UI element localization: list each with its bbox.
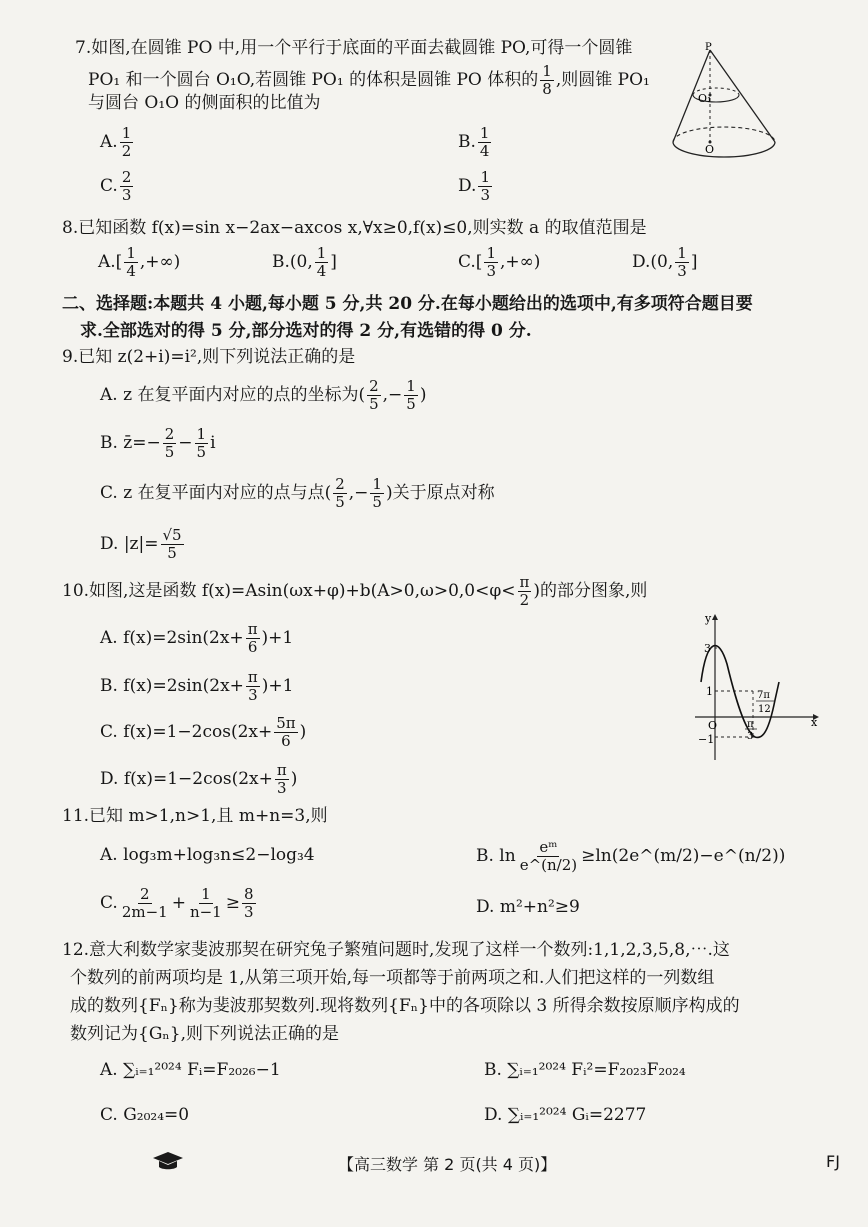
q10-a-pre: A. f(x)=2sin(2x+ <box>100 628 244 648</box>
q10-option-a[interactable] <box>100 622 293 655</box>
q11-c-den1: 2m−1 <box>121 903 168 921</box>
q7-line3: 与圆台 O₁O 的侧面积的比值为 <box>88 93 321 113</box>
q7-b-frac <box>478 126 492 159</box>
q10-a-post: )+1 <box>261 628 294 648</box>
q10-option-b[interactable] <box>100 670 293 703</box>
q10-a-frac <box>246 622 260 655</box>
q9-a-den2: 5 <box>406 395 416 413</box>
q7-c-num: 2 <box>121 168 132 186</box>
q9-a-post: ) <box>419 385 427 405</box>
q7-a-den: 2 <box>121 142 132 160</box>
q7-option-b[interactable] <box>458 126 493 159</box>
q12-line3: 成的数列{Fₙ}称为斐波那契数列.现将数列{Fₙ}中的各项除以 3 所得余数按原顺序构成的 <box>70 996 740 1016</box>
q8-b-frac <box>315 246 329 279</box>
q12-option-b[interactable]: B. ∑ᵢ₌₁²⁰²⁴ Fᵢ²=F₂₀₂₃F₂₀₂₄ <box>484 1060 686 1080</box>
q10-b-post: )+1 <box>261 676 294 696</box>
q8-d-num: 1 <box>677 244 687 262</box>
q9-option-c[interactable] <box>100 477 495 510</box>
q10-a-den: 6 <box>247 638 258 656</box>
q7-line1: 7.如图,在圆锥 PO 中,用一个平行于底面的平面去截圆锥 PO,可得一个圆锥 <box>75 38 633 58</box>
q10-d-frac <box>275 763 289 796</box>
q7-frac-num: 1 <box>542 62 552 80</box>
q9-b-pre: B. z̄=− <box>100 433 161 453</box>
q11-b-frac <box>518 840 579 873</box>
q7-a-frac <box>120 126 134 159</box>
q8-a-post: ,+∞) <box>139 252 181 272</box>
q9-b-mid: − <box>178 433 193 453</box>
q7-b-den: 4 <box>479 142 490 160</box>
q10-c-frac <box>274 716 297 749</box>
footer-page-info: 【高三数学 第 2 页(共 4 页)】 <box>338 1155 557 1174</box>
cone-figure <box>665 40 785 170</box>
q12-option-a[interactable]: A. ∑ᵢ₌₁²⁰²⁴ Fᵢ=F₂₀₂₆−1 <box>100 1060 281 1080</box>
q7-b-label: B. <box>458 132 476 152</box>
q10-stem-den: 2 <box>519 591 530 609</box>
q11-b-pre: B. ln <box>476 846 516 866</box>
q9-a-frac2 <box>404 379 418 412</box>
q11-b-num: eᵐ <box>539 838 558 856</box>
q9-c-den1: 5 <box>335 493 345 511</box>
q10-graph-origin: O <box>708 719 718 732</box>
q7-option-c[interactable] <box>100 170 135 203</box>
q9-d-pre: D. |z|= <box>100 534 159 554</box>
q10-option-c[interactable] <box>100 716 306 749</box>
q11-c-num2: 1 <box>201 885 211 903</box>
q8-option-c[interactable] <box>458 246 540 279</box>
q7-frac <box>540 64 554 97</box>
q10-c-den: 6 <box>281 732 291 750</box>
q9-b-frac1 <box>163 427 177 460</box>
graduation-cap-icon <box>152 1150 184 1172</box>
q7-frac-den: 8 <box>542 80 552 98</box>
q11-c-frac2 <box>188 887 224 920</box>
q8-option-b[interactable] <box>272 246 337 279</box>
q12-option-d[interactable]: D. ∑ᵢ₌₁²⁰²⁴ Gᵢ=2277 <box>484 1105 647 1125</box>
q11-option-b[interactable] <box>476 840 785 873</box>
q10-d-pre: D. f(x)=1−2cos(2x+ <box>100 769 273 789</box>
q11-c-post: ≥ <box>225 893 240 913</box>
q8-c-frac <box>484 246 498 279</box>
q10-graph-y-label: y <box>705 612 712 625</box>
q8-option-d[interactable] <box>632 246 697 279</box>
q8-c-den: 3 <box>486 262 496 280</box>
q8-a-den: 4 <box>126 262 136 280</box>
q8-d-post: ] <box>690 252 698 272</box>
q9-b-num2: 1 <box>196 425 207 443</box>
q11-c-den3: 3 <box>243 903 254 921</box>
q8-b-den: 4 <box>316 262 327 280</box>
q9-c-mid: ,− <box>348 483 369 503</box>
q10-graph-tick2-den: 3 <box>747 731 754 742</box>
q8-d-pre: D.(0, <box>632 252 674 272</box>
q11-option-a[interactable]: A. log₃m+log₃n≤2−log₃4 <box>100 845 315 865</box>
q9-b-den1: 5 <box>164 443 175 461</box>
q8-b-post: ] <box>330 252 337 272</box>
q11-option-d[interactable]: D. m²+n²≥9 <box>476 897 580 917</box>
q8-c-pre: C.[ <box>458 252 483 272</box>
q10-b-num: π <box>247 668 258 686</box>
q10-option-d[interactable] <box>100 763 297 796</box>
q9-option-b[interactable] <box>100 427 216 460</box>
section2-line1: 二、选择题:本题共 4 小题,每小题 5 分,共 20 分.在每小题给出的选项中,有多项符合题目要 <box>62 294 753 314</box>
q8-b-num: 1 <box>316 244 327 262</box>
q8-d-frac <box>675 246 689 279</box>
q9-c-frac2 <box>370 477 384 510</box>
q11-c-num3: 8 <box>243 885 254 903</box>
q9-a-frac1 <box>367 379 381 412</box>
q10-graph-one: 1 <box>706 685 713 698</box>
q8-stem: 8.已知函数 f(x)=sin x−2ax−axcos x,∀x≥0,f(x)≤0,则实数 a 的取值范围是 <box>62 218 647 238</box>
q9-b-post: i <box>210 433 216 453</box>
q9-b-frac2 <box>195 427 209 460</box>
q11-c-num1: 2 <box>139 885 150 903</box>
q10-graph-tick1-num: 7π <box>757 690 770 701</box>
q10-c-post: ) <box>299 722 307 742</box>
cone-label-o1: O₁ <box>698 92 712 105</box>
q9-b-den2: 5 <box>196 443 207 461</box>
q11-c-frac1 <box>120 887 170 920</box>
footer-code: FJ <box>826 1152 840 1171</box>
cone-label-p: P <box>705 42 712 53</box>
q7-line2-a: PO₁ 和一个圆台 O₁O,若圆锥 PO₁ 的体积是圆锥 PO 体积的 <box>88 70 539 90</box>
q7-option-d[interactable] <box>458 170 494 203</box>
cone-label-o: O <box>705 143 715 156</box>
q8-option-a[interactable] <box>98 246 180 279</box>
q7-c-den: 3 <box>121 186 132 204</box>
q7-d-frac <box>478 170 492 203</box>
q11-stem: 11.已知 m>1,n>1,且 m+n=3,则 <box>62 806 328 826</box>
q8-a-pre: A.[ <box>98 252 123 272</box>
q9-d-frac <box>161 528 184 561</box>
q7-a-label: A. <box>100 132 118 152</box>
q7-d-den: 3 <box>480 186 490 204</box>
q11-c-mid: + <box>171 893 186 913</box>
q10-stem-b: )的部分图象,则 <box>533 581 648 601</box>
q12-line2: 个数列的前两项均是 1,从第三项开始,每一项都等于前两项之和.人们把这样的一列数组 <box>70 968 715 988</box>
q10-graph <box>695 612 820 762</box>
q10-a-num: π <box>247 620 258 638</box>
q9-c-num1: 2 <box>335 475 345 493</box>
q9-b-num1: 2 <box>164 425 175 443</box>
q10-b-pre: B. f(x)=2sin(2x+ <box>100 676 244 696</box>
q9-c-num2: 1 <box>372 475 382 493</box>
q7-option-a[interactable] <box>100 126 135 159</box>
q9-c-den2: 5 <box>372 493 382 511</box>
q11-c-frac3 <box>242 887 256 920</box>
q10-stem-num: π <box>519 573 530 591</box>
q9-c-pre: C. z 在复平面内对应的点与点( <box>100 483 332 503</box>
q10-graph-tick1-den: 12 <box>758 704 771 715</box>
q12-line1: 12.意大利数学家斐波那契在研究兔子繁殖问题时,发现了这样一个数列:1,1,2,3,5,8,⋯.这 <box>62 940 730 960</box>
q10-b-frac <box>246 670 260 703</box>
q7-a-num: 1 <box>121 124 132 142</box>
q10-d-post: ) <box>290 769 298 789</box>
q8-c-post: ,+∞) <box>499 252 541 272</box>
q9-option-d[interactable] <box>100 528 186 561</box>
q8-c-num: 1 <box>486 244 496 262</box>
q8-b-pre: B.(0, <box>272 252 313 272</box>
q10-stem-a: 10.如图,这是函数 f(x)=Asin(ωx+φ)+b(A>0,ω>0,0<φ< <box>62 581 516 601</box>
q10-graph-tick2-num: π <box>747 719 754 730</box>
q11-option-c[interactable] <box>100 887 258 920</box>
q10-c-pre: C. f(x)=1−2cos(2x+ <box>100 722 273 742</box>
q8-a-num: 1 <box>126 244 136 262</box>
q7-line2-b: ,则圆锥 PO₁ <box>555 70 650 90</box>
q12-option-c[interactable]: C. G₂₀₂₄=0 <box>100 1105 190 1125</box>
q10-b-den: 3 <box>248 686 258 704</box>
q10-graph-neg-one: −1 <box>698 733 715 746</box>
q9-a-den1: 5 <box>369 395 379 413</box>
q7-c-frac <box>120 170 134 203</box>
q9-stem: 9.已知 z(2+i)=i²,则下列说法正确的是 <box>62 347 356 367</box>
q10-d-den: 3 <box>277 779 287 797</box>
q9-d-den: 5 <box>167 544 177 562</box>
q9-a-num2: 1 <box>406 377 416 395</box>
q9-c-frac1 <box>333 477 347 510</box>
q10-d-num: π <box>276 761 287 779</box>
q10-stem-frac <box>518 575 532 608</box>
q9-a-mid: ,− <box>382 385 403 405</box>
q9-a-num1: 2 <box>369 377 379 395</box>
q7-d-label: D. <box>458 176 477 196</box>
q9-d-num: √5 <box>162 526 182 544</box>
q11-b-post: ≥ln(2e^(m/2)−e^(n/2)) <box>581 846 786 866</box>
q11-c-pre: C. <box>100 893 118 913</box>
section2-line2: 求.全部选对的得 5 分,部分选对的得 2 分,有选错的得 0 分. <box>80 321 532 341</box>
q10-stem <box>62 575 647 608</box>
q10-c-num: 5π <box>276 714 296 732</box>
q10-graph-x-label: x <box>811 716 818 729</box>
q10-graph-three: 3 <box>704 642 711 655</box>
q7-d-num: 1 <box>480 168 490 186</box>
q9-c-post: )关于原点对称 <box>385 483 495 503</box>
q7-b-num: 1 <box>479 124 490 142</box>
q12-line4: 数列记为{Gₙ},则下列说法正确的是 <box>70 1024 339 1044</box>
q8-a-frac <box>124 246 138 279</box>
q8-d-den: 3 <box>677 262 687 280</box>
q7-c-label: C. <box>100 176 118 196</box>
q9-option-a[interactable] <box>100 379 426 412</box>
q9-a-pre: A. z 在复平面内对应的点的坐标为( <box>100 385 366 405</box>
q11-c-den2: n−1 <box>189 903 222 921</box>
q11-b-den: e^(n/2) <box>519 856 578 874</box>
